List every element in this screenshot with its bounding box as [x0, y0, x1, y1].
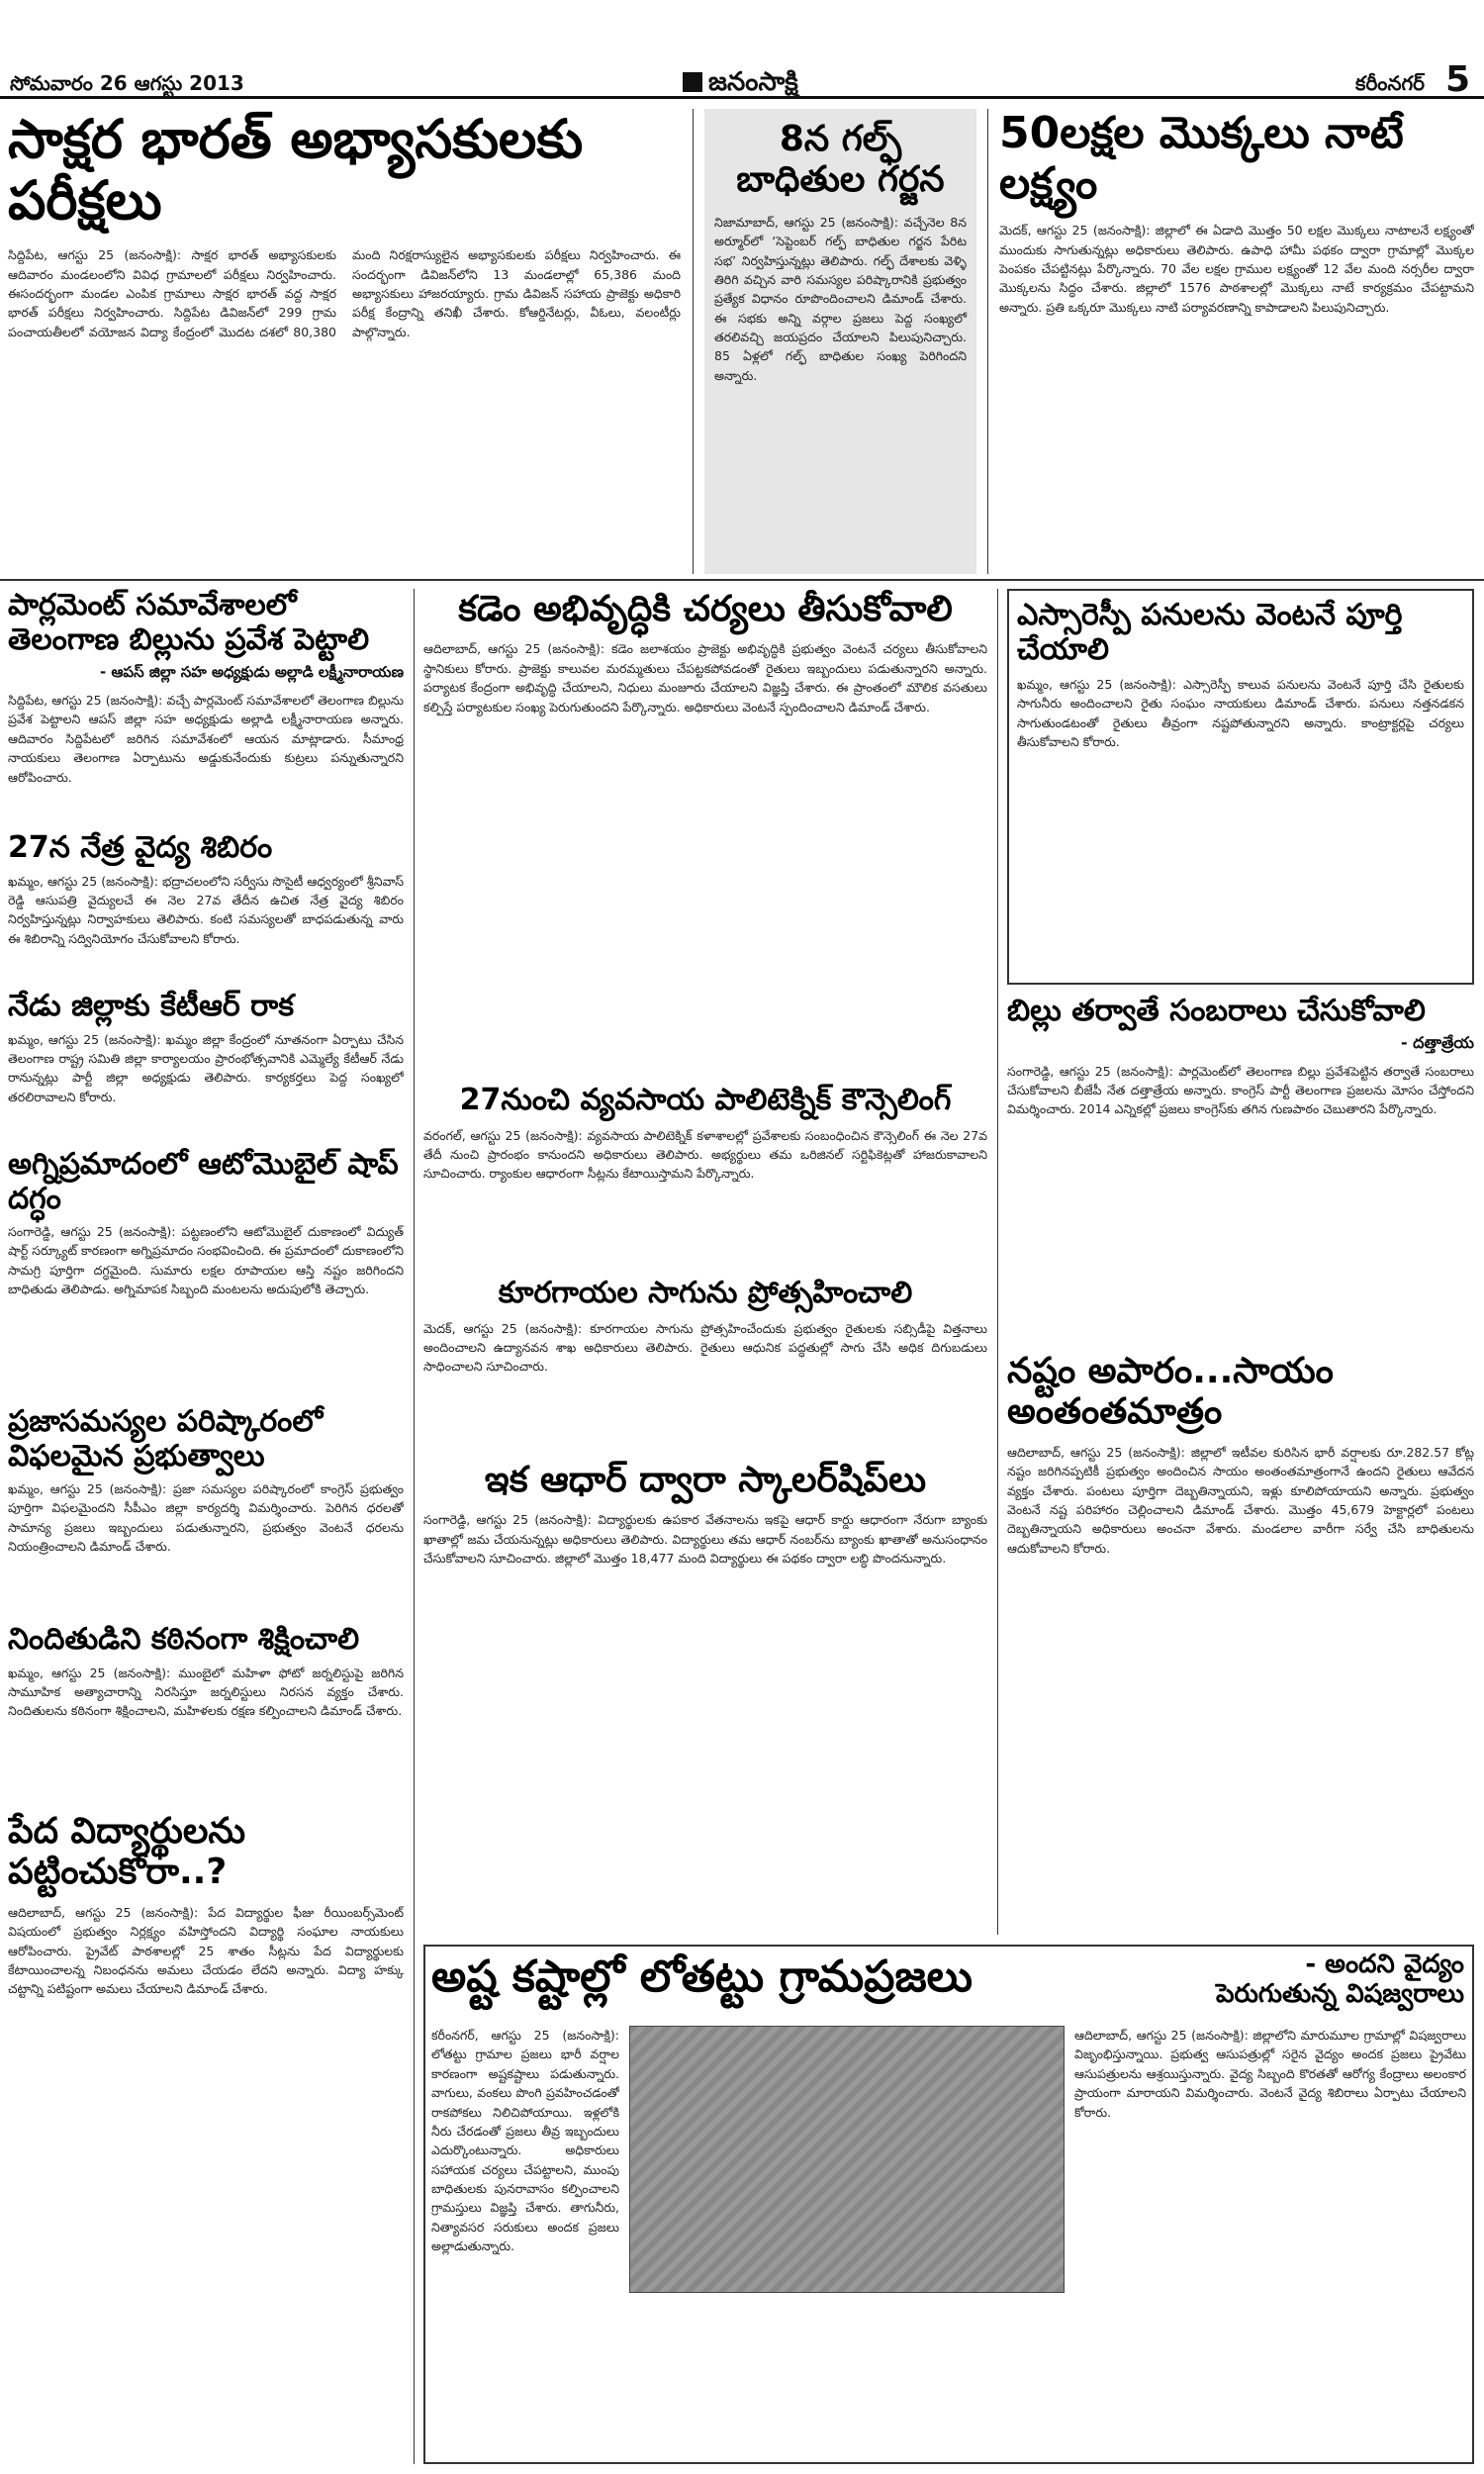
- article-parliament-bill: [8, 589, 404, 821]
- headline: పార్లమెంట్ సమావేశాలలో తెలంగాణ బిల్లును ప్రవేశ పెట్టాలి: [8, 589, 370, 657]
- article-sakshara-bharat: [8, 109, 681, 574]
- article-body: ఖమ్మం, ఆగస్టు 25 (జనంసాక్షి): ఎస్సారెస్పీ కాలువ పనులను వెంటనే పూర్తి చేసి రైతులకు సాగునీరు అందించాలని రైతు సంఘం నాయకులు డిమాండ్ చేశారు. పనులు నత్తనడకన సాగుతుండటంతో రైతులు తీవ్రంగా నష్టపోతున్నారని అన్నారు. కాంట్రాక్టర్లపై చర్యలు తీసుకోవాలని కోరారు.: [1017, 677, 1464, 750]
- article-body: నిజామాబాద్, ఆగస్టు 25 (జనంసాక్షి): వచ్చేనెల 8న అర్మూర్‌లో ‘సెప్టెంబర్ గల్ఫ్ బాధితుల గర్జన పేరిట సభ’ నిర్వహిస్తున్నట్లు తెలిపారు. గల్ఫ్ దేశాలకు వెళ్ళి తిరిగి వచ్చిన వారి సమస్యల పరిష్కారానికి ప్రభుత్వం ప్రత్యేక విధానం రూపొందించాలని డిమాండ్ చేశారు. ఈ సభకు అన్ని వర్గాల ప్రజలు పెద్ద సంఖ్యలో తరలివచ్చి జయప్రదం చేయాలని పిలుపునిచ్చారు. 85 ఏళ్లలో గల్ఫ్ బాధితుల సంఖ్య పెరిగిందని అన్నారు.: [714, 214, 967, 383]
- article-gulf-victims: [704, 109, 976, 574]
- article-body: ఖమ్మం, ఆగస్టు 25 (జనంసాక్షి): ఖమ్మం జిల్లా కేంద్రంలో నూతనంగా ఏర్పాటు చేసిన తెలంగాణ రాష్ట్ర సమితి జిల్లా కార్యాలయం ప్రారంభోత్సవానికి ఎమ్మెల్యే కేటీఆర్ నేడు రానున్నట్లు పార్టీ జిల్లా అధ్యక్షుడు తెలిపారు. కార్యకర్తలు పెద్ద సంఖ్యలో తరలిరావాలని కోరారు.: [8, 1031, 404, 1104]
- headline: అగ్నిప్రమాదంలో ఆటోమొబైల్ షాప్ దగ్ధం: [8, 1148, 399, 1216]
- article-body: సిద్దిపేట, ఆగస్టు 25 (జనంసాక్షి): వచ్చే పార్లమెంట్ సమావేశాలలో తెలంగాణ బిల్లును ప్రవేశ పెట్టాలని ఆపస్ జిల్లా సహ అధ్యక్షుడు అల్లాడి లక్ష్మీనారాయణ అన్నారు. ఆదివారం సిద్దిపేటలో జరిగిన సమావేశంలో ఆయన మాట్లాడారు. సీమాంధ్ర నాయకులు తెలంగాణ ఏర్పాటును అడ్డుకునేందుకు కుట్రలు పన్నుతున్నారని ఆరోపించారు.: [8, 693, 404, 785]
- article-saplings: [999, 109, 1474, 574]
- column-divider: [997, 589, 998, 1935]
- article-body: ఖమ్మం, ఆగస్టు 25 (జనంసాక్షి): ప్రజా సమస్యల పరిష్కారంలో కాంగ్రెస్ ప్రభుత్వం పూర్తిగా విఫలమైందని సీపీఎం జిల్లా కార్యదర్శి విమర్శించారు. పెరిగిన ధరలతో సామాన్య ప్రజలు ఇబ్బందులు పడుతున్నారని, ప్రభుత్వం వెంటనే ధరలను నియంత్రించాలని డిమాండ్ చేశారు.: [8, 1481, 404, 1555]
- article-body: సంగారెడ్డి, ఆగస్టు 25 (జనంసాక్షి): పార్లమెంట్‌లో తెలంగాణ బిల్లు ప్రవేశపెట్టిన తర్వాతే సంబరాలు చేసుకోవాలని బీజేపీ నేత దత్తాత్రేయ అన్నారు. కాంగ్రెస్ పార్టీ తెలంగాణ ప్రజలను మోసం చేస్తోందని విమర్శించారు. 2014 ఎన్నికల్లో ప్రజలు కాంగ్రెస్‌కు తగిన గుణపాఠం చెబుతారని పేర్కొన్నారు.: [1007, 1063, 1474, 1117]
- article-aadhaar-scholarships: [423, 1460, 987, 1935]
- column-divider: [693, 109, 694, 574]
- side-headline-line1: - అందని వైద్యం: [1305, 1951, 1464, 1979]
- article-eye-camp: [8, 831, 404, 980]
- article-punish-accused: [8, 1623, 404, 1801]
- article-body: సంగారెడ్డి, ఆగస్టు 25 (జనంసాక్షి): పట్టణంలోని ఆటోమొబైల్ దుకాణంలో విద్యుత్ షార్ట్ సర్క్యూట్ కారణంగా అగ్నిప్రమాదం సంభవించింది. ఈ ప్రమాదంలో దుకాణంలోని సామగ్రి పూర్తిగా దగ్ధమైంది. సుమారు లక్షల రూపాయల ఆస్తి నష్టం జరిగిందని బాధితుడు తెలిపాడు. అగ్నిమాపక సిబ్బంది మంటలను అదుపులోకి తెచ్చారు.: [8, 1224, 404, 1297]
- article-lowlying-villages-body: కరీంనగర్, ఆగస్టు 25 (జనంసాక్షి): లోతట్టు గ్రామాల ప్రజలు భారీ వర్షాల కారణంగా అష్టకష్టాలు పడుతున్నారు. వాగులు, వంకలు పొంగి ప్రవహించడంతో రాకపోకలు నిలిచిపోయాయి. ఇళ్లలోకి నీరు చేరడంతో ప్రజలు తీవ్ర ఇబ్బందులు ఎదుర్కొంటున్నారు. అధికారులు సహాయక చర్యలు చేపట్టాలని, ముంపు బాధితులకు పునరావాసం కల్పించాలని గ్రామస్తులు విజ్ఞప్తి చేశారు. తాగునీరు, నిత్యావసర సరుకులు అందక ప్రజలు అల్లాడుతున్నారు.: [431, 2028, 619, 2254]
- logo-mark-icon: [683, 72, 702, 92]
- headline: 8న గల్ఫ్ బాధితుల గర్జన: [736, 119, 945, 201]
- subheadline: - దత్తాత్రేయ: [1400, 1032, 1474, 1052]
- logo-text: జనంసాక్షి: [708, 67, 798, 97]
- article-body: వరంగల్, ఆగస్టు 25 (జనంసాక్షి): వ్యవసాయ పాలిటెక్నిక్ కళాశాలల్లో ప్రవేశాలకు సంబంధించిన కౌన్సెలింగ్ ఈ నెల 27వ తేదీ నుంచి ప్రారంభం కానుందని అధికారులు తెలిపారు. అభ్యర్థులు తమ ఒరిజినల్ సర్టిఫికెట్లతో హాజరుకావాలని సూచించారు. ర్యాంకుల ఆధారంగా సీట్లను కేటాయిస్తామని పేర్కొన్నారు.: [423, 1127, 987, 1182]
- article-kadem-development: [423, 589, 987, 1074]
- bottom-feature-box: [423, 1945, 1474, 2464]
- headline: కడెం అభివృద్ధికి చర్యలు తీసుకోవాలి: [458, 589, 953, 629]
- side-headline-line2: పెరుగుతున్న విషజ్వరాలు: [1215, 1978, 1464, 2009]
- column-divider: [987, 109, 988, 574]
- column-divider: [414, 589, 415, 2464]
- headline: నేడు జిల్లాకు కేటీఆర్ రాక: [8, 990, 295, 1023]
- flood-victims-photo: [629, 2026, 1065, 2293]
- headline: ప్రజాసమస్యల పరిష్కారంలో విఫలమైన ప్రభుత్వాలు: [8, 1405, 324, 1474]
- edition-city: కరీంనగర్: [1355, 71, 1425, 95]
- headline: 50లక్షల మొక్కలు నాటే లక్ష్యం: [999, 109, 1404, 209]
- article-body: ఖమ్మం, ఆగస్టు 25 (జనంసాక్షి): ముంబైలో మహిళా ఫోటో జర్నలిస్టుపై జరిగిన సామూహిక అత్యాచారాన్ని నిరసిస్తూ జర్నలిస్టులు నిరసన వ్యక్తం చేశారు. నిందితులను కఠినంగా శిక్షించాలని, మహిళలకు రక్షణ కల్పించాలని డిమాండ్ చేశారు.: [8, 1665, 404, 1719]
- headline: ఎస్సారెస్పీ పనులను వెంటనే పూర్తి చేయాలి: [1017, 598, 1403, 667]
- article-ktr-visit: [8, 990, 404, 1138]
- article-public-issues: [8, 1405, 404, 1613]
- headline: అష్ట కష్టాల్లో లోతట్టు గ్రామప్రజలు: [431, 1952, 974, 2002]
- article-vegetable-farming: [423, 1277, 987, 1450]
- article-lowlying-villages-body-continued: [629, 2303, 1065, 2456]
- article-polytechnic-counselling: [423, 1084, 987, 1267]
- headline: ఇక ఆధార్ ద్వారా స్కాలర్‌షిప్‌లు: [484, 1460, 927, 1500]
- article-fire-accident: [8, 1148, 404, 1395]
- article-poor-students: [8, 1811, 404, 2464]
- newspaper-logo: [683, 67, 798, 99]
- article-body: మెదక్, ఆగస్టు 25 (జనంసాక్షి): కూరగాయల సాగును ప్రోత్సహించేందుకు ప్రభుత్వం రైతులకు సబ్సిడీపై విత్తనాలు అందించాలని ఉద్యానవన శాఖ అధికారులు తెలిపారు. రైతులు ఆధునిక పద్ధతుల్లో సాగు చేసి అధిక దిగుబడులు సాధించాలని సూచించారు.: [423, 1320, 987, 1375]
- article-huge-loss: [1007, 1351, 1474, 1935]
- issue-date: సోమవారం 26 ఆగస్టు 2013: [10, 71, 244, 95]
- article-celebrations-after-bill: [1007, 995, 1474, 1341]
- article-body: ఆదిలాబాద్, ఆగస్టు 25 (జనంసాక్షి): కడెం జలాశయం ప్రాజెక్టు అభివృద్ధికి ప్రభుత్వం వెంటనే చర్యలు తీసుకోవాలని స్థానికులు కోరారు. ప్రాజెక్టు కాలువల మరమ్మతులు చేపట్టకపోవడంతో రైతులు ఇబ్బందులు పడుతున్నారని అన్నారు. పర్యాటక కేంద్రంగా అభివృద్ధి చేయాలని, నిధులు మంజూరు చేయాలని విజ్ఞప్తి చేశారు. ఈ ప్రాంతంలో మౌలిక వసతులు కల్పిస్తే పర్యాటకుల సంఖ్య పెరుగుతుందని పేర్కొన్నారు. అధికారులు వెంటనే స్పందించాలని డిమాండ్ చేశారు.: [423, 641, 987, 714]
- headline: సాక్షర భారత్ అభ్యాసకులకు పరీక్షలు: [8, 109, 584, 233]
- headline-container: [431, 1952, 1124, 2012]
- article-body: ఆదిలాబాద్, ఆగస్టు 25 (జనంసాక్షి): జిల్లాలో ఇటీవల కురిసిన భారీ వర్షాలకు రూ.282.57 కోట్ల నష్టం జరిగినప్పటికీ ప్రభుత్వం అందించిన సాయం అంతంతమాత్రంగానే ఉందని రైతులు ఆవేదన వ్యక్తం చేశారు. పంటలు పూర్తిగా దెబ్బతిన్నాయని, ఇళ్లు కూలిపోయాయని అన్నారు. ప్రభుత్వం వెంటనే నష్ట పరిహారం చెల్లించాలని డిమాండ్ చేశారు. మొత్తం 45,679 హెక్టార్లలో పంటలు దెబ్బతిన్నాయని అధికారులు అంచనా వేశారు. మండలాల వారీగా సర్వే చేసి బాధితులను ఆదుకోవాలని కోరారు.: [1007, 1444, 1474, 1556]
- article-body: ఖమ్మం, ఆగస్టు 25 (జనంసాక్షి): భద్రాచలంలోని సర్వీసు సొసైటీ ఆధ్వర్యంలో శ్రీనివాస్ రెడ్డి ఆసుపత్రి వైద్యులచే ఈ నెల 27వ తేదీన ఉచిత నేత్ర వైద్య శిబిరం నిర్వహిస్తున్నట్లు నిర్వాహకులు తెలిపారు. కంటి సమస్యలతో బాధపడుతున్న వారు ఈ శిబిరాన్ని సద్వినియోగం చేసుకోవాలని కోరారు.: [8, 873, 404, 946]
- headline: 27నుంచి వ్యవసాయ పాలిటెక్నిక్ కౌన్సెలింగ్: [459, 1084, 952, 1117]
- headline: పేద విద్యార్థులను పట్టించుకోరా..?: [8, 1811, 246, 1893]
- page-number: 5: [1444, 59, 1470, 99]
- row-divider: [0, 579, 1484, 581]
- article-body: సంగారెడ్డి, ఆగస్టు 25 (జనంసాక్షి): విద్యార్థులకు ఉపకార వేతనాలను ఇకపై ఆధార్ కార్డు ఆధారంగా నేరుగా బ్యాంకు ఖాతాల్లో జమ చేయనున్నట్లు అధికారులు తెలిపారు. విద్యార్థులు తమ ఆధార్ నంబర్‌ను బ్యాంకు ఖాతాతో అనుసంధానం చేసుకోవాలని సూచించారు. జిల్లాలో మొత్తం 18,477 మంది విద్యార్థులు ఈ పథకం ద్వారా లబ్ధి పొందనున్నారు.: [423, 1512, 987, 1567]
- headline: కూరగాయల సాగును ప్రోత్సహించాలి: [498, 1277, 913, 1310]
- article-fever-body: ఆదిలాబాద్, ఆగస్టు 25 (జనంసాక్షి): జిల్లాలోని మారుమూల గ్రామాల్లో విషజ్వరాలు విజృంభిస్తున్నాయి. ప్రభుత్వ ఆసుపత్రుల్లో సరైన వైద్యం అందక ప్రజలు ప్రైవేటు ఆసుపత్రులను ఆశ్రయిస్తున్నారు. వైద్య సిబ్బంది కొరతతో ఆరోగ్య కేంద్రాలు అలంకార ప్రాయంగా మారాయని విమర్శించారు. వెంటనే వైద్య శిబిరాలు ఏర్పాటు చేయాలని కోరారు.: [1074, 2028, 1466, 2120]
- headline: నిందితుడిని కఠినంగా శిక్షించాలి: [8, 1623, 360, 1657]
- side-headline: [1138, 1951, 1464, 2016]
- headline: నష్టం అపారం...సాయం అంతంతమాత్రం: [1007, 1351, 1334, 1433]
- article-body: ఆదిలాబాద్, ఆగస్టు 25 (జనంసాక్షి): పేద విద్యార్థుల ఫీజు రీయింబర్స్‌మెంట్ విషయంలో ప్రభుత్వం నిర్లక్ష్యం వహిస్తోందని విద్యార్థి సంఘాల నాయకులు ఆరోపించారు. ప్రైవేట్ పాఠశాలల్లో 25 శాతం సీట్లను పేద విద్యార్థులకు కేటాయించాలన్న నిబంధనను అమలు చేయడం లేదని అన్నారు. విద్యా హక్కు చట్టాన్ని పటిష్టంగా అమలు చేయాలని డిమాండ్ చేశారు.: [8, 1904, 404, 1997]
- masthead: [0, 0, 1484, 99]
- headline: 27న నేత్ర వైద్య శిబిరం: [8, 831, 273, 865]
- article-body: సిద్దిపేట, ఆగస్టు 25 (జనంసాక్షి): సాక్షర భారత్ అభ్యాసకులకు ఆదివారం మండలంలోని వివిధ గ్రామాలలో పరీక్షలు నిర్వహించారు. ఈసందర్భంగా మండల ఎంపిక గ్రామాలు సాక్షర భారత్ వద్ద సాక్షర భారత్ పరీక్షలు నిర్వహించారు. సిద్దిపేట డివిజన్‌లో 299 గ్రామ పంచాయతీలలో వయోజన విద్యా కేంద్రంలో మొదట దశలో 80,380 మంది నిరక్షరాస్యులైన అభ్యాసకులకు పరీక్షలు నిర్వహించారు. ఈ సందర్భంగా డివిజన్‌లోని 13 మండలాల్లో 65,386 మంది అభ్యాసకులు హాజరయ్యారు. గ్రామ డివిజన్ సహాయ ప్రాజెక్టు అధికారి పరీక్ష కేంద్రాన్ని తనిఖీ చేశారు. కోఆర్డినేటర్లు, వీఓలు, వలంటీర్లు పాల్గొన్నారు.: [8, 247, 681, 339]
- article-srsp-works: [1007, 589, 1474, 985]
- headline: బిల్లు తర్వాతే సంబరాలు చేసుకోవాలి: [1007, 995, 1426, 1028]
- article-body: మెదక్, ఆగస్టు 25 (జనంసాక్షి): జిల్లాలో ఈ ఏడాది మొత్తం 50 లక్షల మొక్కలు నాటాలనే లక్ష్యంతో ముందుకు సాగుతున్నట్లు అధికారులు తెలిపారు. ఉపాధి హామీ పథకం ద్వారా గ్రామాల్లో మొక్కల పెంపకం చేపట్టినట్లు పేర్కొన్నారు. 70 వేల లక్షల గ్రాముల లక్ష్యంతో 12 వేల మంది నర్సరీల ద్వారా మొక్కలను సిద్ధం చేశారు. జిల్లాలో 1576 పాఠశాలల్లో మొక్కలు నాటే కార్యక్రమం చేపట్టామని అన్నారు. ప్రతి ఒక్కరూ మొక్కలు నాటి పర్యావరణాన్ని కాపాడాలని పిలుపునిచ్చారు.: [999, 223, 1474, 315]
- subheadline: - ఆపస్ జిల్లా సహ అధ్యక్షుడు అల్లాడి లక్ష్మీనారాయణ: [100, 663, 404, 681]
